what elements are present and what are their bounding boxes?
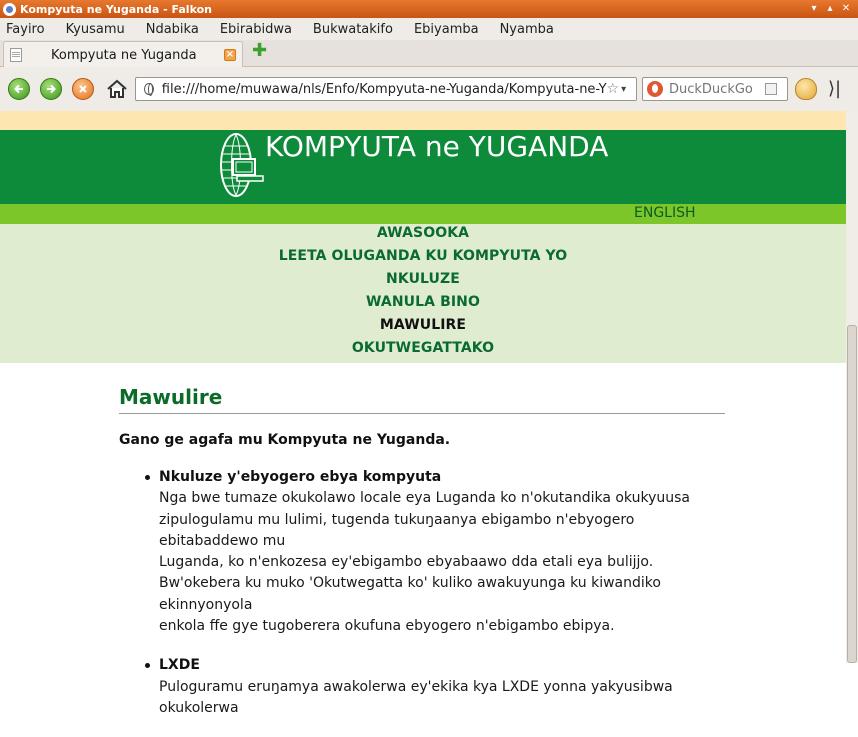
news-list [119, 467, 725, 719]
main-content [119, 385, 725, 737]
menubar [0, 18, 858, 40]
search-bar[interactable] [642, 77, 788, 101]
falkon-app-icon [3, 3, 16, 16]
page-heading: Mawulire [119, 385, 725, 414]
site-nav [0, 224, 846, 363]
forward-button[interactable] [40, 78, 62, 100]
back-button[interactable] [8, 78, 30, 100]
adblock-hand-icon[interactable] [795, 78, 817, 100]
menu-bukwatakifo[interactable]: Bukwatakifo [312, 21, 393, 37]
reload-button[interactable] [72, 78, 94, 100]
item-line: enkola ffe gye tugoberera okufuna ebyogero n'ebigambo ebipya. [159, 618, 615, 635]
duckduckgo-icon[interactable] [647, 81, 663, 97]
scrollbar[interactable] [846, 111, 858, 663]
nav-okutwegattako[interactable]: OKUTWEGATTAKO [351, 340, 495, 356]
menu-fayiro[interactable]: Fayiro [6, 21, 45, 37]
list-item [159, 467, 725, 637]
tab-kompyuta[interactable] [3, 41, 243, 68]
tab-label: Kompyuta ne Yuganda [51, 47, 197, 63]
sidebar-toggle-icon[interactable]: ⟩| [828, 78, 842, 99]
menu-kyusamu[interactable]: Kyusamu [65, 21, 125, 37]
menu-ebiyamba[interactable]: Ebiyamba [413, 21, 479, 37]
tab-bar [0, 40, 858, 67]
arrow-right-icon [45, 83, 57, 95]
globe-icon [144, 83, 154, 95]
bookmark-star-icon[interactable]: ☆ [606, 81, 620, 97]
language-bar [0, 204, 846, 224]
new-tab-icon[interactable]: ✚ [252, 40, 268, 61]
scrollbar-thumb[interactable] [847, 325, 857, 663]
menu-ndabika[interactable]: Ndabika [145, 21, 199, 37]
list-item [159, 655, 725, 719]
window-titlebar [0, 0, 858, 18]
nav-mawulire[interactable]: MAWULIRE [379, 317, 467, 333]
window-title: Kompyuta ne Yuganda - Falkon [20, 2, 212, 16]
item-line: Luganda, ko n'enkozesa ey'ebigambo ebyabaawo dda etali eya bulijjo. [159, 554, 654, 571]
item-line: Puloguramu eruŋamya awakolerwa ey'ekika kya LXDE yonna yakyusibwa okukolerwa [159, 678, 673, 716]
search-input[interactable] [669, 82, 763, 97]
page-viewport [0, 111, 858, 716]
item-line: Nga bwe tumaze okukolawo locale eya Luganda ko n'okutandika okukyuusa [159, 490, 690, 507]
navigation-toolbar [0, 67, 858, 111]
bullet-dot [145, 663, 150, 668]
stop-icon [77, 83, 89, 95]
minimize-icon[interactable]: ▾ [811, 3, 817, 14]
item-title: Nkuluze y'ebyogero ebya kompyuta [159, 469, 442, 485]
top-strip [0, 111, 846, 130]
url-input[interactable]: file:///home/muwawa/nls/Enfo/Kompyuta-ne-Yuganda/Kompyuta-ne-Y [161, 81, 607, 97]
close-window-icon[interactable]: ✕ [841, 3, 851, 14]
site-title: KOMPYUTA ne YUGANDA [265, 130, 609, 163]
chevron-down-icon[interactable]: ▾ [621, 83, 627, 95]
bullet-dot [145, 475, 150, 480]
arrow-left-icon [13, 83, 25, 95]
nav-awasooka[interactable]: AWASOOKA [376, 225, 470, 241]
nav-nkuluze[interactable]: NKULUZE [386, 271, 460, 287]
item-title: LXDE [159, 657, 200, 674]
close-tab-icon[interactable]: × [225, 49, 235, 60]
item-line: zipulogulamu mu lulimi, tugenda tukuŋaanya ebigambo n'ebyogero ebitabaddewo mu [159, 511, 635, 549]
page-icon [10, 48, 22, 62]
site-logo [217, 132, 265, 198]
maximize-icon[interactable]: ▴ [827, 3, 833, 14]
nav-leeta-oluganda[interactable]: LEETA OLUGANDA KU KOMPYUTA YO [278, 248, 568, 264]
nav-wanula-bino[interactable]: WANULA BINO [366, 294, 480, 310]
site-header [0, 130, 846, 204]
home-button[interactable] [105, 77, 129, 101]
english-link[interactable]: ENGLISH [634, 205, 696, 221]
menu-nyamba[interactable]: Nyamba [499, 21, 554, 37]
menu-ebirabidwa[interactable]: Ebirabidwa [219, 21, 292, 37]
intro-text: Gano ge agafa mu Kompyuta ne Yuganda. [119, 432, 451, 448]
url-bar[interactable] [135, 77, 637, 101]
item-line: Bw'okebera ku muko 'Okutwegatta ko' kuliko awakuyunga ku kiwandiko ekinnyonyola [159, 575, 661, 613]
search-icon[interactable] [765, 83, 777, 95]
